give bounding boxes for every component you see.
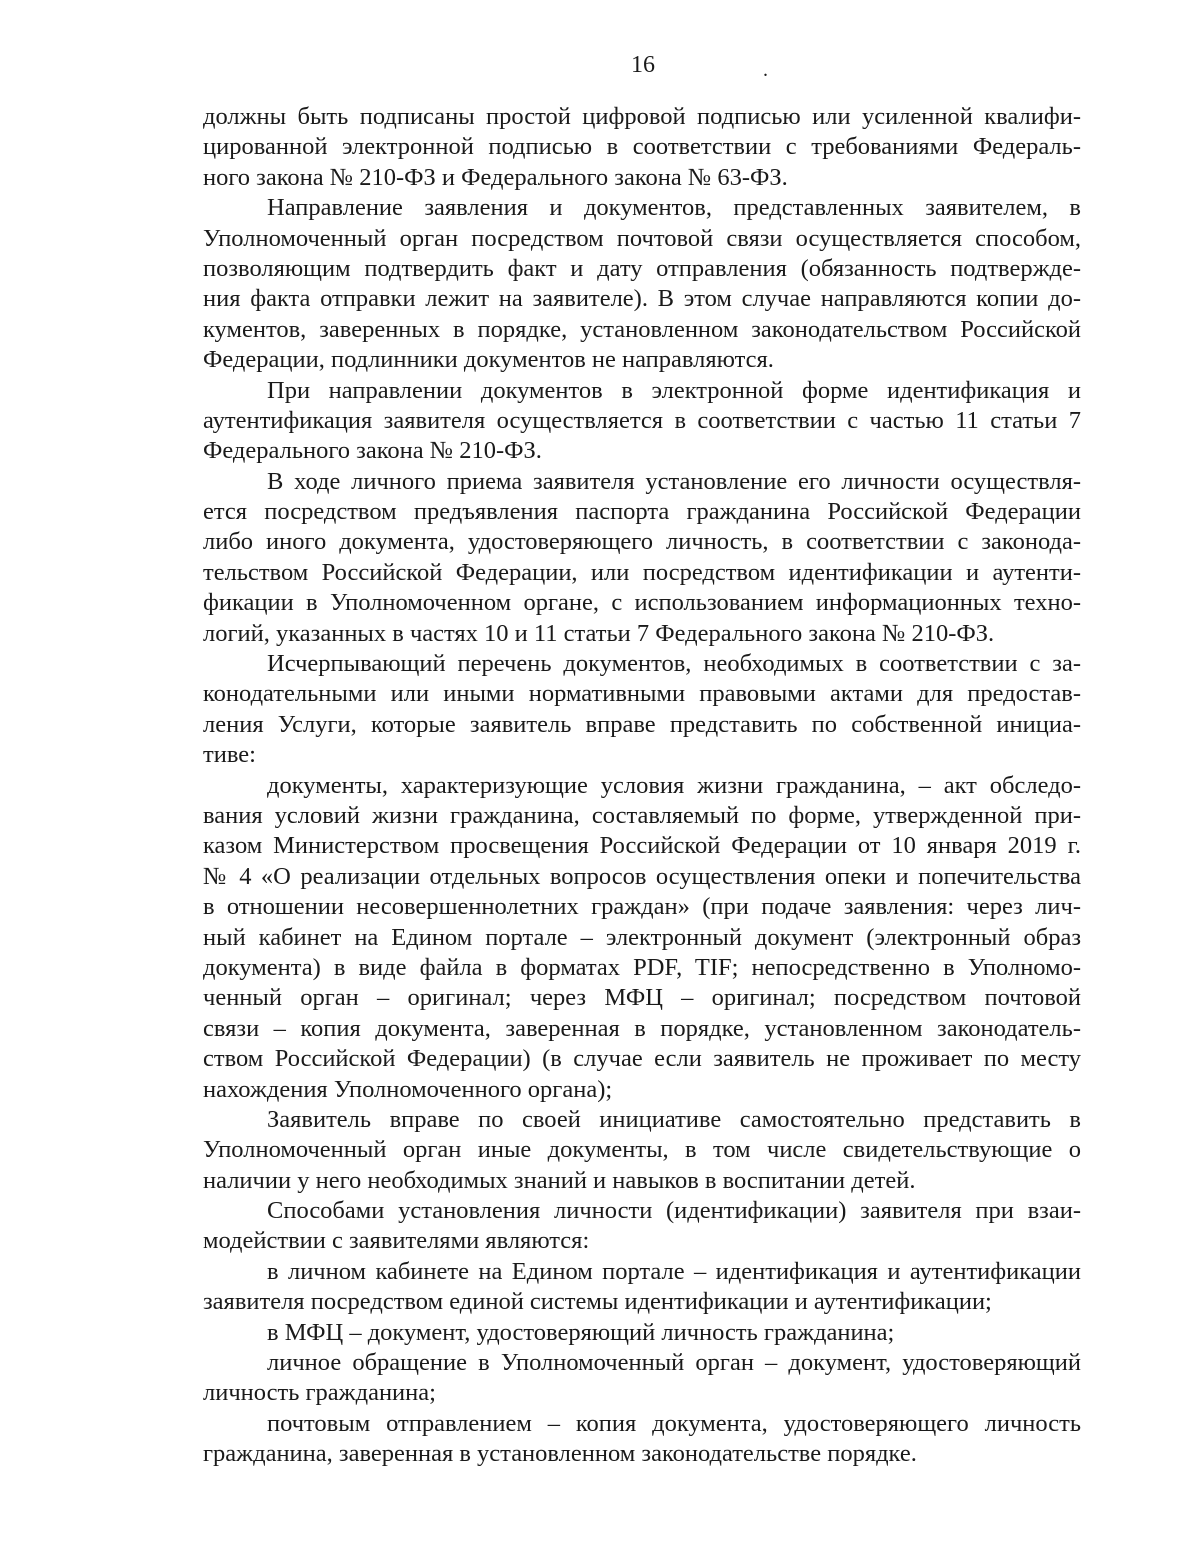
text-line: модействии с заявителями являются: [203,1227,590,1255]
paragraph [203,193,1081,375]
text-line: личность гражданина; [203,1379,436,1407]
text-line: документы, характеризующие условия жизни гражданина, – акт обследо- [267,771,1081,799]
text-line: казом Министерством просвещения Российской Федерации от 10 января 2019 г. [203,832,1081,860]
scan-mark: . [763,59,768,81]
text-line: наличии у него необходимых знаний и навыков в воспитании детей. [203,1166,916,1194]
text-line: позволяющим подтвердить факт и дату отправления (обязанность подтвержде- [203,254,1081,282]
paragraph [203,376,1081,467]
text-line: документа) в виде файла в форматах PDF, TIF; непосредственно в Уполномо- [203,953,1081,981]
paragraph [203,1105,1081,1196]
paragraph [203,1409,1081,1470]
paragraph [203,102,1081,193]
text-line: вания условий жизни гражданина, составляемый по форме, утвержденной при- [203,801,1081,829]
document-body [203,102,1081,1470]
text-line: ного закона № 210-ФЗ и Федерального закона № 63-ФЗ. [203,163,788,191]
text-line: либо иного документа, удостоверяющего личность, в соответствии с законода- [203,528,1081,556]
text-line: в отношении несовершеннолетних граждан» (при подаче заявления: через лич- [203,893,1081,921]
paragraph [203,771,1081,1105]
text-line: тельством Российской Федерации, или посредством идентификации и аутенти- [203,558,1081,586]
text-line: аутентификация заявителя осуществляется в соответствии с частью 11 статьи 7 [203,406,1081,434]
text-line: ления Услуги, которые заявитель вправе представить по собственной инициа- [203,710,1081,738]
paragraph [203,1348,1081,1409]
text-line: в МФЦ – документ, удостоверяющий личность гражданина; [267,1318,895,1346]
text-line: Уполномоченный орган посредством почтовой связи осуществляется способом, [203,224,1081,252]
text-line: личное обращение в Уполномоченный орган – документ, удостоверяющий [267,1349,1081,1377]
page-number: 16 [631,52,655,78]
text-line: ством Российской Федерации) (в случае если заявитель не проживает по месту [203,1045,1081,1073]
text-line: ется посредством предъявления паспорта гражданина Российской Федерации [203,498,1081,526]
text-line: кументов, заверенных в порядке, установленном законодательством Российской [203,315,1081,343]
text-line: гражданина, заверенная в установленном законодательстве порядке. [203,1440,917,1468]
text-line: цированной электронной подписью в соответствии с требованиями Федераль- [203,133,1081,161]
text-line: Заявитель вправе по своей инициативе самостоятельно представить в [267,1105,1081,1133]
text-line: ный кабинет на Едином портале – электронный документ (электронный образ [203,923,1081,951]
text-line: связи – копия документа, заверенная в порядке, установленном законодатель- [203,1014,1081,1042]
paragraph [203,1318,1081,1348]
text-line: В ходе личного приема заявителя установление его личности осуществля- [267,467,1081,495]
text-line: должны быть подписаны простой цифровой подписью или усиленной квалифи- [203,103,1081,130]
text-line: Способами установления личности (идентификации) заявителя при взаи- [267,1197,1081,1225]
text-line: логий, указанных в частях 10 и 11 статьи 7 Федерального закона № 210-ФЗ. [203,619,995,647]
text-line: Федерации, подлинники документов не направляются. [203,346,774,374]
paragraph [203,1196,1081,1257]
paragraph [203,1257,1081,1318]
text-line: фикации в Уполномоченном органе, с использованием информационных техно- [203,589,1081,617]
text-line: № 4 «О реализации отдельных вопросов осуществления опеки и попечительства [203,862,1081,890]
text-line: почтовым отправлением – копия документа, удостоверяющего личность [267,1409,1081,1437]
text-line: конодательными или иными нормативными правовыми актами для предостав- [203,680,1081,708]
text-line: тиве: [203,741,256,769]
text-line: нахождения Уполномоченного органа); [203,1075,613,1103]
text-line: в личном кабинете на Едином портале – идентификация и аутентификации [267,1257,1081,1285]
text-line: Федерального закона № 210-ФЗ. [203,437,542,465]
text-line: При направлении документов в электронной форме идентификация и [267,376,1081,404]
text-line: Направление заявления и документов, представленных заявителем, в [267,194,1081,222]
paragraph [203,649,1081,771]
text-line: заявителя посредством единой системы идентификации и аутентификации; [203,1288,992,1316]
text-line: ченный орган – оригинал; через МФЦ – оригинал; посредством почтовой [203,984,1081,1012]
text-line: Уполномоченный орган иные документы, в том числе свидетельствующие о [203,1136,1081,1164]
text-line: ния факта отправки лежит на заявителе). В этом случае направляются копии до- [203,285,1081,313]
paragraph [203,467,1081,649]
text-line: Исчерпывающий перечень документов, необходимых в соответствии с за- [267,650,1081,678]
